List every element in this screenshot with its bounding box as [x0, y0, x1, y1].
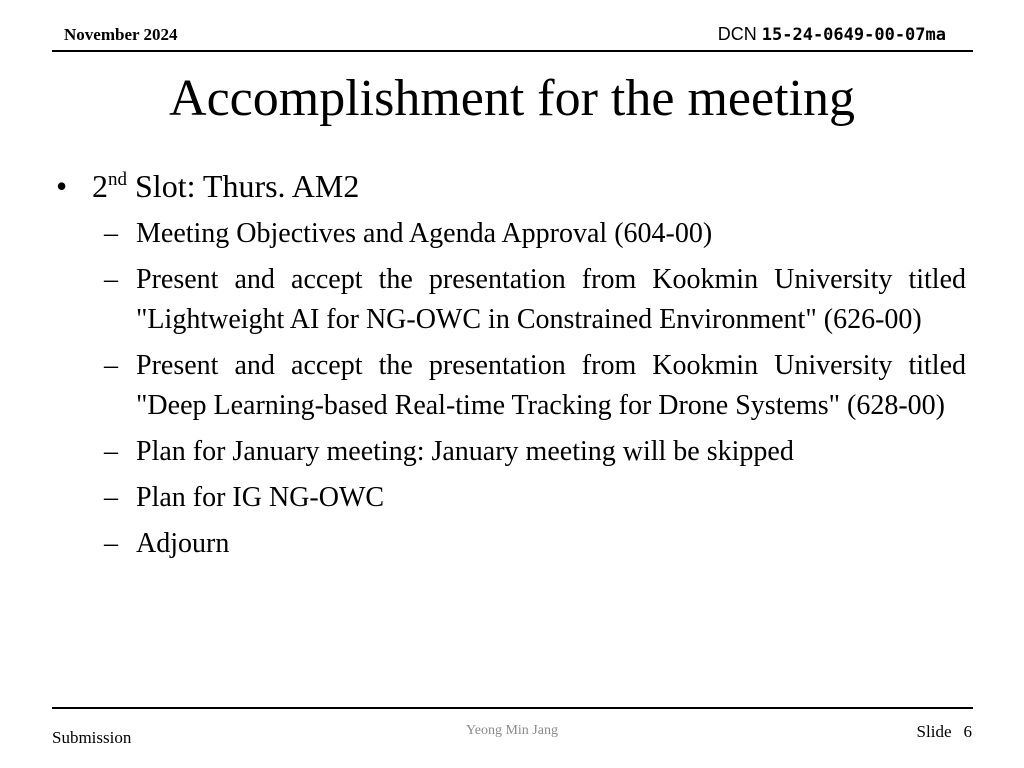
dash-marker: – — [104, 436, 118, 467]
slide-number: 6 — [963, 722, 972, 741]
bullet-ordinal: 2 — [92, 168, 108, 204]
sub-bullet-item — [56, 432, 966, 472]
dash-marker: – — [104, 482, 118, 513]
dcn-label: DCN — [717, 24, 757, 44]
sub-bullet-item — [56, 260, 966, 340]
slide-content — [56, 166, 966, 570]
slide-title: Accomplishment for the meeting — [169, 70, 855, 127]
sub-bullet-item — [56, 214, 966, 254]
sub-bullet-text: Present and accept the presentation from Kookmin University titled "Deep Learning-based Real-time Tracking for Drone Systems" (628-00) — [136, 350, 966, 421]
dash-marker: – — [104, 264, 118, 295]
slide-label: Slide — [916, 722, 952, 741]
bullet-marker: • — [56, 168, 68, 204]
dash-marker: – — [104, 350, 118, 381]
sub-bullet-text: Present and accept the presentation from Kookmin University titled "Lightweight AI for NG-OWC in Constrained Environment" (626-00) — [136, 264, 966, 335]
bullet-text: Slot: Thurs. AM2 — [127, 168, 360, 204]
sub-bullet-item — [56, 478, 966, 518]
sub-bullet-text: Plan for IG NG-OWC — [136, 482, 385, 513]
footer-slide-number — [917, 722, 972, 742]
footer-divider — [52, 707, 973, 709]
sub-bullet-text: Meeting Objectives and Agenda Approval (604-00) — [136, 218, 713, 249]
footer-submission: Submission — [52, 728, 132, 747]
sub-bullet-item — [56, 524, 966, 564]
dcn-number: 15-24-0649-00-07ma — [761, 25, 946, 45]
dash-marker: – — [104, 528, 118, 559]
header-divider — [52, 50, 973, 52]
dash-marker: – — [104, 218, 118, 249]
sub-bullet-text: Plan for January meeting: January meeting will be skipped — [136, 436, 794, 467]
header-date: November 2024 — [64, 25, 178, 44]
header-dcn — [718, 24, 946, 45]
sub-bullet-item — [56, 346, 966, 426]
bullet-slot — [56, 166, 966, 206]
sub-bullet-text: Adjourn — [136, 528, 230, 559]
footer-author: Yeong Min Jang — [466, 723, 558, 738]
sub-bullet-list — [56, 214, 966, 564]
bullet-ordinal-suffix: nd — [108, 169, 127, 190]
